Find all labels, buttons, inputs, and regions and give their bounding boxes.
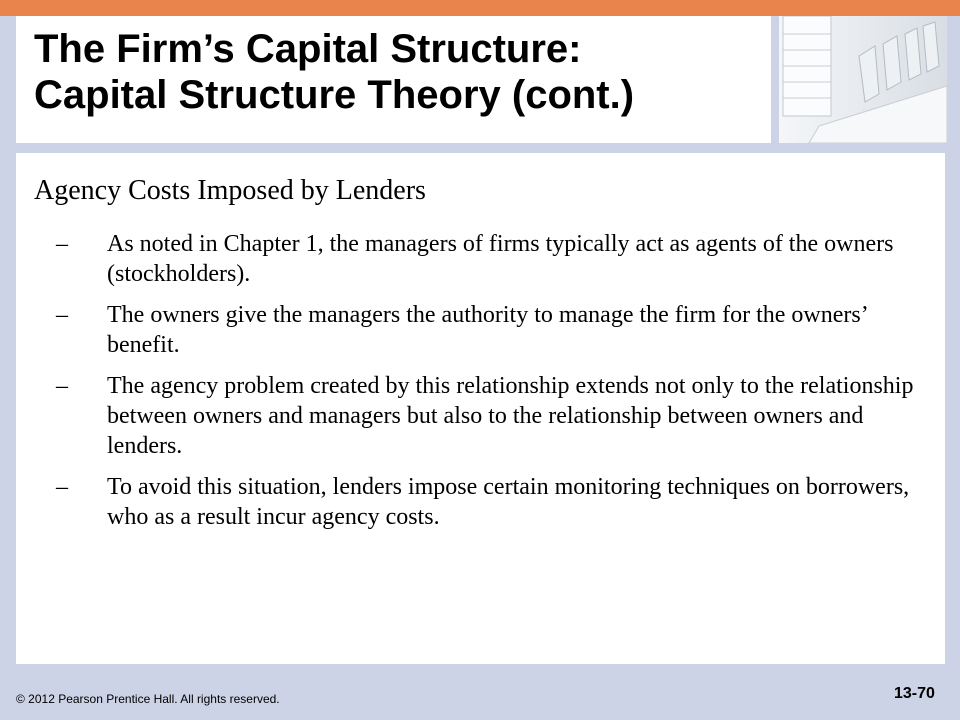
bullet-text: As noted in Chapter 1, the managers of firms typically act as agents of the owners (stockholders). xyxy=(107,231,894,287)
title-line-2: Capital Structure Theory (cont.) xyxy=(34,73,635,117)
copyright-notice: © 2012 Pearson Prentice Hall. All rights reserved. xyxy=(16,692,280,706)
bullet-dash: – xyxy=(56,302,68,328)
page-number: 13-70 xyxy=(894,685,935,702)
title-panel xyxy=(16,16,771,143)
bullet-text: The agency problem created by this relationship extends not only to the relationship between owners and managers but also to the relationship between owners and lenders. xyxy=(107,373,914,459)
bullet-item xyxy=(56,229,936,289)
section-heading: Agency Costs Imposed by Lenders xyxy=(34,175,426,206)
bullet-item xyxy=(56,472,936,532)
top-accent-bar xyxy=(0,0,960,16)
bullet-item xyxy=(56,371,936,461)
title-line-1: The Firm’s Capital Structure: xyxy=(34,27,582,71)
bullet-list xyxy=(56,229,936,543)
bullet-dash: – xyxy=(56,231,68,257)
bullet-text: To avoid this situation, lenders impose certain monitoring techniques on borrowers, who as a result incur agency costs. xyxy=(107,474,910,530)
bullet-text: The owners give the managers the authority to manage the firm for the owners’ benefit. xyxy=(107,302,867,358)
bullet-dash: – xyxy=(56,474,68,500)
bullet-dash: – xyxy=(56,373,68,399)
slide-title xyxy=(34,26,774,118)
conference-room-illustration xyxy=(779,16,947,143)
conference-room-photo xyxy=(779,16,947,143)
bullet-item xyxy=(56,300,936,360)
content-panel xyxy=(16,153,945,664)
